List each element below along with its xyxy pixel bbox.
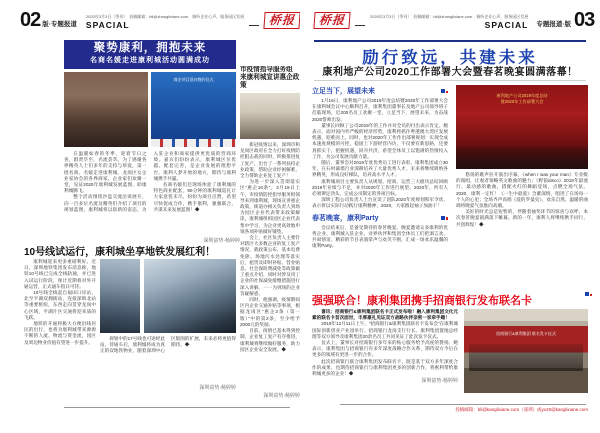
paragraph: 会议结束后，是备受期待的春茗晚宴。晚宴邀请众多康利的优秀企业、康利城入驻企业、业界伙伴和集团全体员工们把酒言欢、共叙情谊，精彩的节目表演掌声与欢笑不断，汇成一场欢乐温馨的康利Party。	[312, 224, 448, 249]
article2-title-line2: 来康利城宣讲惠企政策	[240, 74, 300, 89]
main-headline: 励行致远，共建未来	[362, 49, 538, 67]
main-article-col-right	[456, 85, 588, 288]
section-marker-icon	[441, 89, 449, 93]
page-02-footer-rule	[64, 407, 290, 408]
card-launch-photo	[464, 309, 588, 393]
section1-heading: 立足当下，展望未来	[312, 88, 375, 95]
article1-subtitle: 名商名媛走进康利城活动圆满成功	[90, 57, 210, 64]
dateline: 2020年3月3日（季刊） 投稿邮箱：bli@zhanglixiane.com 倾听企业心声，服务园区发展	[85, 14, 245, 19]
section-name-en: SPACIAL	[484, 20, 529, 30]
submission-email: 投稿邮箱：bli@kanglixiane.com（深圳）或yx20@kanglixiane.com	[455, 407, 588, 412]
signing-photo-caption: 商企项目意向签约仪式	[173, 77, 214, 82]
section1-heading-row	[312, 86, 448, 96]
card-article-title: 强强联合！康利集团携手招商银行发布联名卡	[312, 295, 532, 307]
paragraph: 仪式上，董事长对招商银行多年来的贴心服务给予高度的赞扬。她表示，康利集团与招商银行有多年深度战略合作关系，期待双方今后在更多的领域有更进一步的合作。	[312, 340, 458, 358]
launch-screen-text: 招商银行&康利集团 联名发卡仪式	[496, 330, 556, 336]
header-navy-rule	[314, 40, 586, 42]
page-03-header	[314, 9, 595, 31]
glass-building-photo	[144, 259, 236, 333]
policy-meeting-photo	[240, 93, 300, 139]
paragraph: 康利城项目主要负责人从规划、招商、运营三大板块总结回顾2019年业绩与不足，并对2020年工作进行展望。2020年，所有人必须铆足劲头，完成公司制定的各项目标。	[312, 178, 448, 197]
main-subheadline: 康利地产公司2020工作部署大会暨春茗晚宴圆满落幕！	[322, 67, 578, 78]
article3-title: 10号线试运行，康利城坐享地铁发展红利！	[24, 247, 216, 258]
paragraph: 地铁的开通将极大方便沿线居民的出行，也将为康利城带来源源不断的人流、物流与资金流，园区及周边物业价值有望进一步提升。	[24, 321, 96, 345]
masthead-logo: 桥报	[264, 12, 301, 29]
paragraph: 名商名媛们还现场体验了康利城的特色商业配套，90分钟的康利城巡礼让大家意犹未尽，纷纷为项目点赞，希望尽快促成合作，携手康利，强强联合，共谋未来发展蓝图！◆	[153, 182, 236, 212]
edition-label: 版·专题报道	[42, 21, 77, 28]
group-photo	[64, 72, 148, 147]
paragraph: 整个活动围绕沙盘交流洽谈展开，向一百多位名流及精英们介绍了项目的规划蓝图，康利城将以崭新的姿态，为入驻企业和商家提供更优质的营商环境。嘉宾们纷纷表示，康利城区位优越、配套完善，是企业发展的理想平台，康利人梦开始的地方，期待与康利城携手共赢。	[64, 151, 236, 212]
section2-heading: 春茗晚宴，康利Party	[312, 214, 379, 222]
paragraph: 规划中的17号线也可途经此站，待通车后，康利城将成为真正的双地铁物业，随着深圳中心区版图的扩展，未来必将更值得期待。◆	[100, 336, 236, 354]
section-marker-icon	[441, 216, 449, 220]
signing-ceremony-photo	[151, 72, 236, 147]
article3-byline: 深圳富势·杨婷婷	[199, 385, 236, 391]
header-mid	[370, 14, 528, 29]
edition-number: 03	[574, 9, 595, 31]
card-article-byline: 深圳富势·杨婷婷	[421, 378, 458, 385]
annual-meeting-stage-photo	[456, 85, 588, 169]
card-article-flag-icon	[585, 292, 593, 296]
paragraph: 悠扬的歌声拉开演出序幕，《when I was your man》专业级的演唱，让观者领略英文歌曲的魅力；《野狼disco》2019年最流行、最动感的歌曲，搭配火红的舞蹈登场，点燃全场气氛，2020，康利一定红！《一生中最爱》含蓄深情，唱进了在场每一个人的心里；全场齐声高唱《爱的罗曼史》，欢乐自然、温暖的曲调将晚宴气氛推向高潮。	[456, 172, 588, 209]
article2-byline: 深圳富势·杨婷婷	[263, 393, 300, 399]
paragraph: 新冠疫情以来，深圳市和龙岗区政府在全力打好疫情防控阻击战的同时，积极推进复工复产，出台了一系列扶持企业政策，帮助企业纾困解难，全力帮助企业复工复产！	[240, 142, 300, 179]
paragraph: 2019年12月11日上午，“招商银行&康利集团联名卡发布会”在康利城国际创新创业产业园举行。招商银行龙岗支行行长、康利集团置地总经理等双方领导及康利集团20余名员工共同见证了此次发卡仪式。	[312, 321, 458, 339]
header-mid	[86, 14, 244, 29]
edition-number: 02	[20, 9, 41, 31]
page-02-header	[20, 9, 296, 31]
article1-photos	[64, 72, 236, 147]
card-article-body	[312, 309, 588, 399]
section2-heading-row	[312, 213, 448, 223]
paragraph: 康利城迎来更多重磅利好。近日，深圳地铁集团发布消息称，地铁10号线已完成全线轨通，并已进入试运行阶段，预计近期将对外开通运营，正式通车指日可待。	[24, 259, 96, 289]
main-article-columns	[312, 85, 588, 288]
page-03	[300, 0, 600, 433]
paragraph: 同时，他强调，疫情期间区内企业交通补贴等事项，根据龙岗区“惠企3条（第一版）”中的第2条，至少给予2000元的奖励。	[240, 297, 300, 327]
paragraph: 董事长回顾了公司2019年的工作并对全员的付出表示肯定。她表示，面对国内外严峻的经济形势，康利将抓住粤港澳大湾区发展机遇，迎难而上。同时，也对2020年工作作出部署规划：实现全成本速度规模的可控，稳固上下游经营内功，不仅要有新思路，还要真抓实干，把握机遇，同舟共济，希望全体员工以饱满的热情投入工作，为公司发展贡献力量。	[312, 122, 448, 159]
article3-col1	[24, 259, 96, 393]
paragraph: 随后，董事会对2019年度优秀员工进行表彰。康利集团成立30年，在石材幕墙行业深耕培养了大量优秀人才，未来将继续吸纳各界精英，形成良好梯队，培养高水平人才。	[312, 160, 448, 178]
paragraph: 10号线全线起自福田口岸站，北至平湖双拥街站，连接深圳北站等重要枢纽，东西走向贯穿龙岗中心区域，平湖片区交通将迎来质的飞跃。	[24, 290, 96, 320]
sponsor-logo-strip	[151, 139, 236, 147]
article3-subtext	[100, 336, 236, 382]
stage-banner-text	[456, 93, 588, 105]
edition-label: 专题报道·版	[536, 21, 572, 28]
card-article-text	[312, 309, 458, 399]
page-03-footer-rule	[340, 404, 586, 405]
dateline: 2020年3月3日（季刊） 投稿邮箱：bli@zhanglixiane.com 倾听企业心声，服务园区发展	[370, 14, 529, 19]
article2-title-line1: 市疫情指导服务组	[240, 66, 293, 73]
card-article-lead: 喜讯：招商银行&康利集团联名卡正式发布啦！融入康利集团文化元素的联名卡首次面世，丰厚豪礼见证双方战略伙伴亲密一家牵手趣！	[312, 309, 458, 321]
article2-column	[240, 66, 300, 390]
paragraph: 美好的时光总是短暂的，伴随着抽奖环节的惊喜与欢呼，本次春茗晚宴圆满落下帷幕。新的一年，康利人将继续携手同行，共创辉煌！◆	[456, 209, 588, 227]
paragraph: 目前，疫情已基本得到控制，企业复工复产有序推进，康利城将继续做好服务，助力园区企业安全发展。◆	[240, 328, 300, 352]
paragraph: 深圳工程公司负责人上台宣读了团队2020年度规划和军令状，表示将以实际行动践行康利精神，2020，大家撸起袖子加油干！	[312, 197, 448, 209]
paragraph: 在温暖如春的冬季，迎着节日之喜，群贤毕至，名流荟萃。为了感谢各界精英人士们多年的支持与厚爱，第一批名商、名媛走进康利城，龙岗区女企业家协会的各界商家、企业家们欢聚一堂，见证2020年康利城发展蓝图，助康利城腾飞。	[64, 151, 147, 194]
stage-banner-line2: 暨2020年工作部署大会	[500, 99, 544, 104]
masthead-logo: 桥报	[313, 12, 350, 29]
article3-photos	[100, 259, 236, 333]
article1-byline: 深圳富势·杨婷婷	[203, 238, 240, 244]
header-rule	[355, 25, 365, 26]
tower-building-photo	[100, 259, 140, 333]
paragraph: 1月16日，康利地产公司2019年度总结暨2020年工作部署大会在康利城会议中心顺利召开，康利集团董事长及地产公司领导班子莅临现场，近200名员工欢聚一堂，立足当下，展望未来，为奋战2020誓师出发。	[312, 98, 448, 122]
article1-title: 聚势康利，拥抱未来	[93, 42, 207, 54]
paragraph: 此次招商银行联合康利集团发布联名卡，既是基于双方多年深度合作的成果，也期待招商银行与康利集团更多的创新合作，将惠利带给康利城更多的企业！◆	[312, 358, 458, 377]
article1-body	[64, 151, 236, 236]
launch-attendees	[469, 344, 583, 371]
stage-banner-line1: 康利地产公司2019年度总结	[496, 93, 548, 98]
stage-crowd	[456, 147, 588, 169]
header-rule	[249, 25, 259, 26]
paragraph: 会上，社区负责人主要针对辖区大多数企业的复工复产情况，就政策公布、基本电费免除、场地污水处理等落实后，租赁及即时补贴、营业贴息、社会保险费减免等政策做了重点介绍，同时对涉及用工企业的社保减免缓缴措施进行深入讲解，一一为到场的企业答疑解惑。	[240, 235, 300, 296]
headline-divider	[314, 80, 586, 81]
section-name-en: SPACIAL	[85, 20, 130, 30]
article3-body	[24, 259, 236, 393]
paragraph: 为进一步深入贯彻落实区“惠企16条”，3月19日上午，市疫情防控指导服务组领导来到康利城，现场宣讲惠企政策，街道办相关负责人到场为园区企业代表带来政策解读，康利城组织园区企业代表集中学习，为企业更高效地申领各项补贴做好铺垫。	[240, 179, 300, 234]
article3-col2	[100, 259, 236, 393]
main-article-col-left	[312, 85, 448, 288]
article1-banner	[64, 40, 236, 69]
